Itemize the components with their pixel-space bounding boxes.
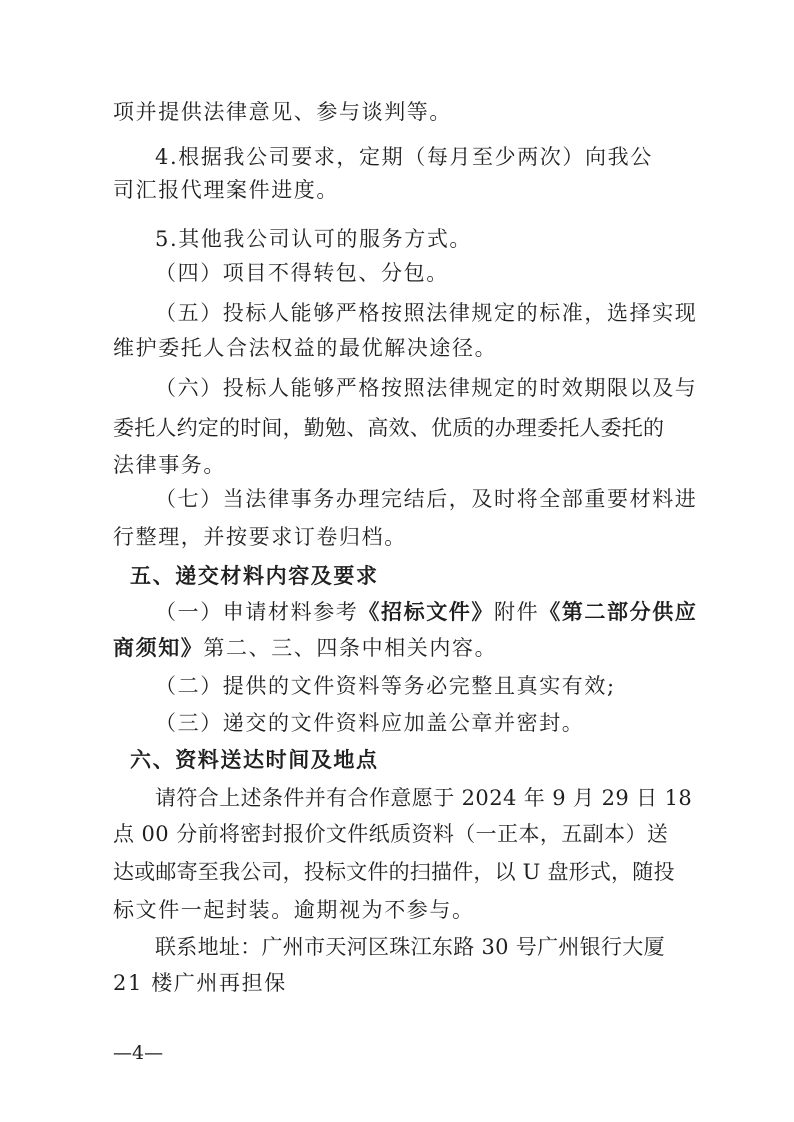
page-number: —4— [113,1042,164,1064]
body-line: 4.根据我公司要求，定期（每月至少两次）向我公 [155,145,653,169]
body-text: 附件 [494,600,540,624]
body-line: 点 00 分前将密封报价文件纸质资料（一正本，五副本）送 [113,822,669,846]
body-text: （一）申请材料参考 [155,600,359,624]
document-reference: 《招标文件》 [358,599,495,624]
body-line: （二）提供的文件资料等务必完整且真实有效; [155,674,616,698]
body-line: 联系地址：广州市天河区珠江东路 30 号广州银行大厦 [155,935,665,959]
body-line: 达或邮寄至我公司，投标文件的扫描件，以 U 盘形式，随投 [113,860,675,884]
body-line: （五）投标人能够严格按照法律规定的标准，选择实现 [155,301,698,325]
body-line: 维护委托人合法权益的最优解决途径。 [113,336,498,360]
body-line: 5.其他我公司认可的服务方式。 [155,227,473,251]
body-line: 行整理，并按要求订卷归档。 [113,525,407,549]
body-line: （三）递交的文件资料应加盖公章并密封。 [155,711,585,735]
body-line: （六）投标人能够严格按照法律规定的时效期限以及与 [155,376,698,400]
body-line [155,597,697,627]
section-heading: 五、递交材料内容及要求 [130,563,379,588]
body-line: 司汇报代理案件进度。 [113,178,339,202]
document-reference: 《第二部分供应 [539,599,698,624]
body-text: 第二、三、四条中相关内容。 [203,636,498,660]
body-line: 法律事务。 [113,453,226,477]
body-line [113,633,497,663]
body-line: （七）当法律事务办理完结后，及时将全部重要材料进 [155,487,698,511]
body-line: 21 楼广州再担保 [113,971,287,995]
section-heading: 六、资料送达时间及地点 [130,747,379,772]
body-line: 项并提供法律意见、参与谈判等。 [113,100,452,124]
body-line: 标文件一起封装。逾期视为不参与。 [113,898,475,922]
body-line: （四）项目不得转包、分包。 [155,261,449,285]
body-line: 请符合上述条件并有合作意愿于 2024 年 9 月 29 日 18 [155,786,693,810]
document-reference: 商须知》 [113,635,204,660]
body-line: 委托人约定的时间，勤勉、高效、优质的办理委托人委托的 [113,416,665,440]
